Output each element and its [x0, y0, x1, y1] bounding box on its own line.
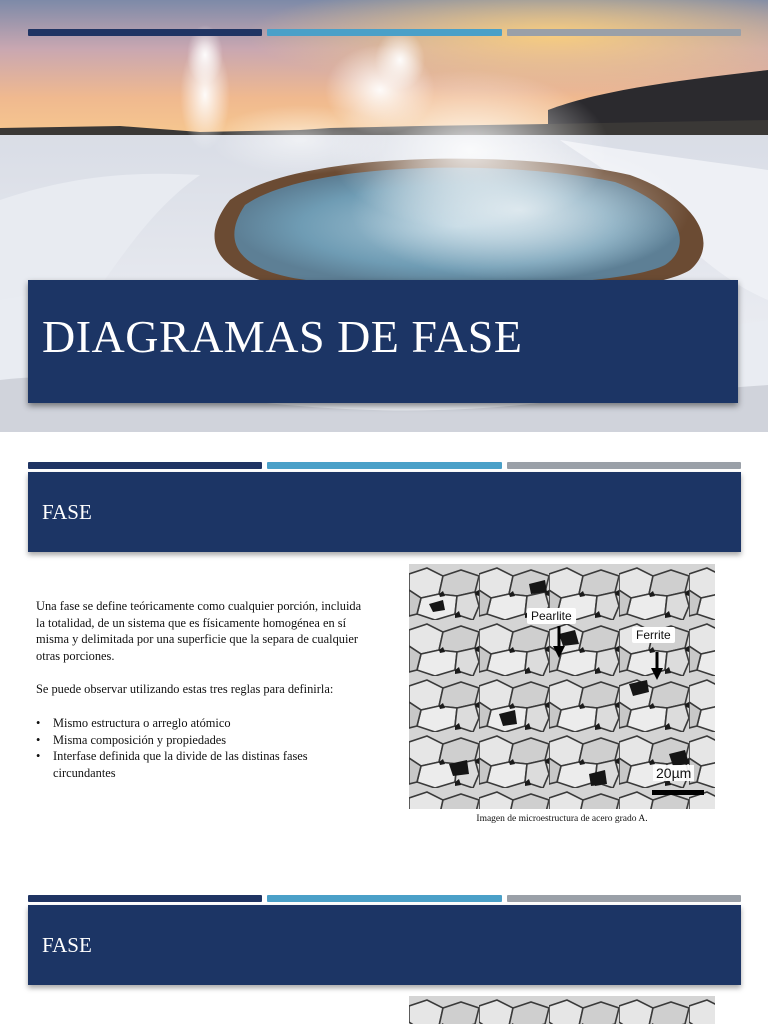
image-caption: Imagen de microestructura de acero grado A.	[476, 814, 648, 824]
accent-stripe-blue	[267, 29, 501, 36]
slide-header	[28, 905, 741, 985]
slide-title: DIAGRAMAS DE FASE	[42, 311, 523, 362]
list-item	[36, 732, 371, 749]
accent-stripe-navy	[28, 29, 262, 36]
accent-stripe-navy	[28, 462, 262, 469]
title-slide	[0, 0, 768, 432]
definition-paragraph: Una fase se define teóricamente como cualquier porción, incluida la totalidad, de un sistema que es físicamente homogénea en sí misma y delimitada por una superficie que la separa de cualquier otras porciones.	[36, 599, 362, 663]
accent-stripe-navy	[28, 895, 262, 902]
rule-text: Interfase definida que la divide de las distinas fases circundantes	[53, 749, 308, 780]
accent-stripe-blue	[267, 462, 501, 469]
accent-stripes	[28, 462, 741, 469]
slide-body	[36, 598, 371, 781]
slide-header-title: FASE	[42, 933, 92, 957]
bullet-icon: •	[36, 732, 41, 747]
list-item	[36, 715, 371, 732]
scale-bar-label: 20µm	[653, 765, 694, 781]
title-box	[28, 280, 738, 403]
slide-header	[28, 472, 741, 552]
accent-stripe-gray	[507, 895, 741, 902]
accent-stripes	[28, 895, 741, 902]
content-slide	[0, 433, 768, 865]
ferrite-label: Ferrite	[632, 627, 675, 643]
bullet-icon: •	[36, 749, 41, 764]
accent-stripe-gray	[507, 462, 741, 469]
accent-stripe-blue	[267, 895, 501, 902]
accent-stripe-gray	[507, 29, 741, 36]
content-slide	[0, 866, 768, 1024]
accent-stripes	[28, 29, 741, 36]
list-item	[36, 748, 371, 781]
rule-text: Mismo estructura o arreglo atómico	[53, 715, 231, 730]
bullet-icon: •	[36, 715, 41, 730]
rules-intro: Se puede observar utilizando estas tres reglas para definirla:	[36, 682, 334, 697]
rules-list	[36, 715, 371, 781]
microstructure-image	[409, 564, 715, 809]
pearlite-label: Pearlite	[527, 608, 576, 624]
microstructure-illustration	[409, 996, 715, 1024]
microstructure-image	[409, 996, 715, 1024]
slide-header-title: FASE	[42, 500, 92, 524]
rule-text: Misma composición y propiedades	[53, 732, 227, 747]
